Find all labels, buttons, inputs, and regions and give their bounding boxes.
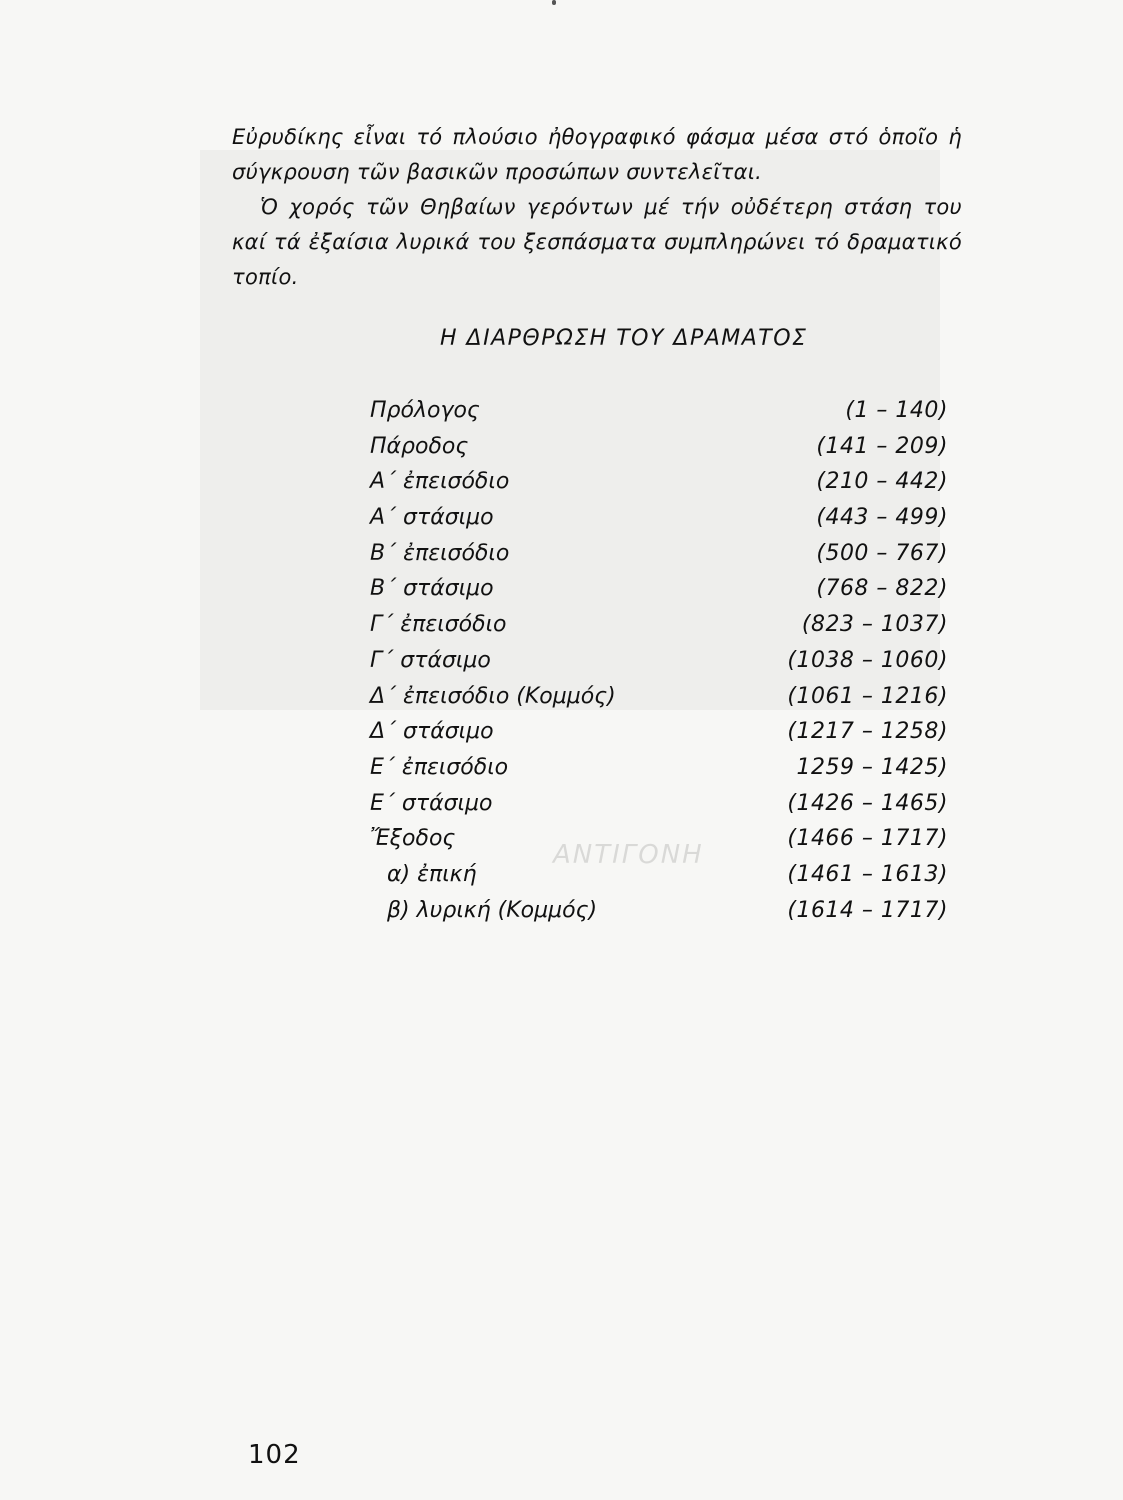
line-range: (1466 – 1717) [787,826,948,852]
line-range: (1426 – 1465) [787,790,948,816]
line-range: (210 – 442) [816,469,948,495]
part-name: Πάροδος [370,433,469,459]
part-name: Ε΄ στάσιμο [370,790,493,816]
part-name: Β΄ ἐπεισόδιο [370,540,510,566]
part-name: Β΄ στάσιμο [370,576,494,602]
part-name: α) ἐπική [387,861,477,887]
intro-text [232,120,962,295]
part-name: Γ΄ ἐπεισόδιο [370,612,507,638]
part-name: Δ΄ στάσιμο [370,719,494,745]
line-range: (768 – 822) [816,576,948,602]
structure-row [370,464,950,500]
structure-row [370,536,950,572]
line-range: (443 – 499) [816,505,948,531]
structure-row [370,643,950,679]
structure-row [370,679,950,715]
structure-row [370,429,950,465]
section-heading: Η ΔΙΑΡΘΡΩΣΗ ΤΟΥ ΔΡΑΜΑΤΟΣ [440,326,808,351]
line-range: (1 – 140) [845,398,948,423]
page-number: 102 [248,1440,301,1470]
line-range: (1461 – 1613) [787,861,948,887]
line-range: (1061 – 1216) [787,683,948,709]
ink-speck [552,0,556,5]
part-name: Ε΄ ἐπεισόδιο [370,754,509,780]
line-range: (500 – 767) [816,540,948,566]
structure-row [370,571,950,607]
drama-structure-list [370,393,950,928]
intro-paragraph-1: Εὐρυδίκης εἶναι τό πλούσιο ἠθογραφικό φάσμα μέσα στό ὁποῖο ἡ σύγκρουση τῶν βασικῶν προσώπων συντελεῖται. [232,125,962,184]
line-range: (141 – 209) [816,433,948,459]
structure-row [370,714,950,750]
structure-row [370,500,950,536]
structure-row [370,607,950,643]
bleed-through-title: ΑΝΤΙΓΟΝΗ [553,840,704,870]
line-range: (823 – 1037) [801,612,948,638]
part-name: Α΄ στάσιμο [370,505,494,531]
line-range: (1614 – 1717) [787,897,948,923]
part-name: Δ΄ ἐπεισόδιο (Κομμός) [370,683,616,709]
structure-row [370,393,950,429]
line-range: (1217 – 1258) [787,719,948,745]
structure-row [370,857,950,893]
structure-row [370,821,950,857]
line-range: (1038 – 1060) [787,647,948,673]
part-name: Α΄ ἐπεισόδιο [370,469,510,495]
part-name: Γ΄ στάσιμο [370,647,491,673]
intro-paragraph-2: Ὁ χορός τῶν Θηβαίων γερόντων μέ τήν οὐδέτερη στάση του καί τά ἐξαίσια λυρικά του ξεσπάσματα συμπληρώνει τό δραματικό τοπίο. [232,195,962,289]
line-range: 1259 – 1425) [796,754,948,780]
structure-row [370,750,950,786]
part-name: β) λυρική (Κομμός) [387,897,598,923]
part-name: Ἔξοδος [370,826,456,852]
structure-row [370,786,950,822]
structure-row [370,893,950,929]
part-name: Πρόλογος [370,398,480,423]
